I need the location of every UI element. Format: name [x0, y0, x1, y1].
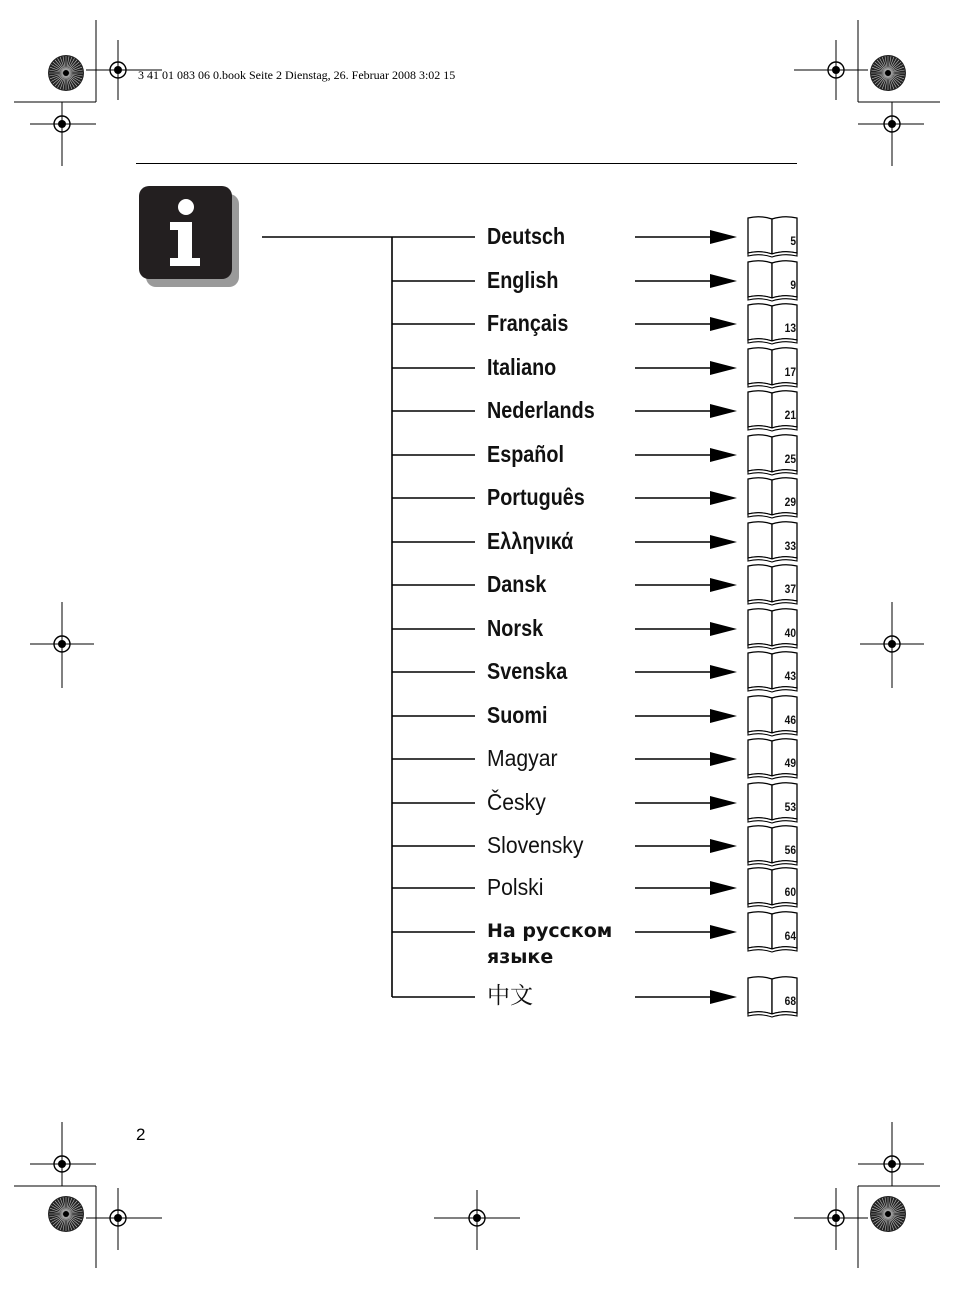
page-reference: 21 — [784, 408, 796, 422]
arrow-head-icon — [710, 361, 737, 375]
page-reference: 46 — [784, 713, 796, 727]
page-reference: 56 — [784, 843, 796, 857]
arrow-head-icon — [710, 448, 737, 462]
language-label: 中文 — [487, 983, 533, 1009]
arrow-head-icon — [710, 839, 737, 853]
arrow-head-icon — [710, 709, 737, 723]
arrow-head-icon — [710, 925, 737, 939]
language-label: Deutsch — [487, 223, 566, 249]
arrow-head-icon — [710, 578, 737, 592]
language-label: Suomi — [487, 702, 548, 728]
language-label: Português — [487, 484, 585, 510]
language-label: Česky — [487, 789, 546, 815]
arrow-head-icon — [710, 990, 737, 1004]
page-reference: 25 — [784, 452, 796, 466]
page-reference: 5 — [790, 234, 796, 248]
arrow-head-icon — [710, 881, 737, 895]
page-reference: 64 — [784, 929, 796, 943]
page-reference: 17 — [784, 365, 796, 379]
page-reference: 40 — [784, 626, 796, 640]
language-label: Dansk — [487, 571, 547, 597]
arrow-head-icon — [710, 622, 737, 636]
language-label: На русском языке — [487, 920, 613, 968]
page-reference: 43 — [784, 669, 796, 683]
language-label: Magyar — [487, 745, 558, 771]
language-label: Español — [487, 441, 564, 467]
arrow-head-icon — [710, 230, 737, 244]
page-reference: 49 — [784, 756, 796, 770]
page-reference: 68 — [784, 994, 796, 1008]
arrow-head-icon — [710, 317, 737, 331]
arrow-head-icon — [710, 796, 737, 810]
arrow-head-icon — [710, 404, 737, 418]
arrow-head-icon — [710, 274, 737, 288]
page-number: 2 — [136, 1125, 146, 1144]
arrow-head-icon — [710, 752, 737, 766]
language-label: Slovensky — [487, 832, 584, 858]
language-label: Italiano — [487, 354, 557, 380]
language-label: English — [487, 267, 559, 293]
page-reference: 9 — [790, 278, 796, 292]
page-reference: 53 — [784, 800, 796, 814]
file-info-header: 3 41 01 083 06 0.book Seite 2 Dienstag, 26. Februar 2008 3:02 15 — [138, 68, 456, 82]
arrow-head-icon — [710, 491, 737, 505]
page-reference: 33 — [784, 539, 796, 553]
arrow-head-icon — [710, 535, 737, 549]
language-label: Svenska — [487, 658, 568, 684]
language-label: Norsk — [487, 615, 544, 641]
language-label: Français — [487, 310, 569, 336]
page-reference: 60 — [784, 885, 796, 899]
language-label: Polski — [487, 874, 544, 900]
page-reference: 13 — [784, 321, 796, 335]
page-reference: 29 — [784, 495, 796, 509]
page-reference: 37 — [784, 582, 796, 596]
language-label: Ελληνικά — [487, 528, 574, 554]
arrow-head-icon — [710, 665, 737, 679]
language-label: Nederlands — [487, 397, 595, 423]
